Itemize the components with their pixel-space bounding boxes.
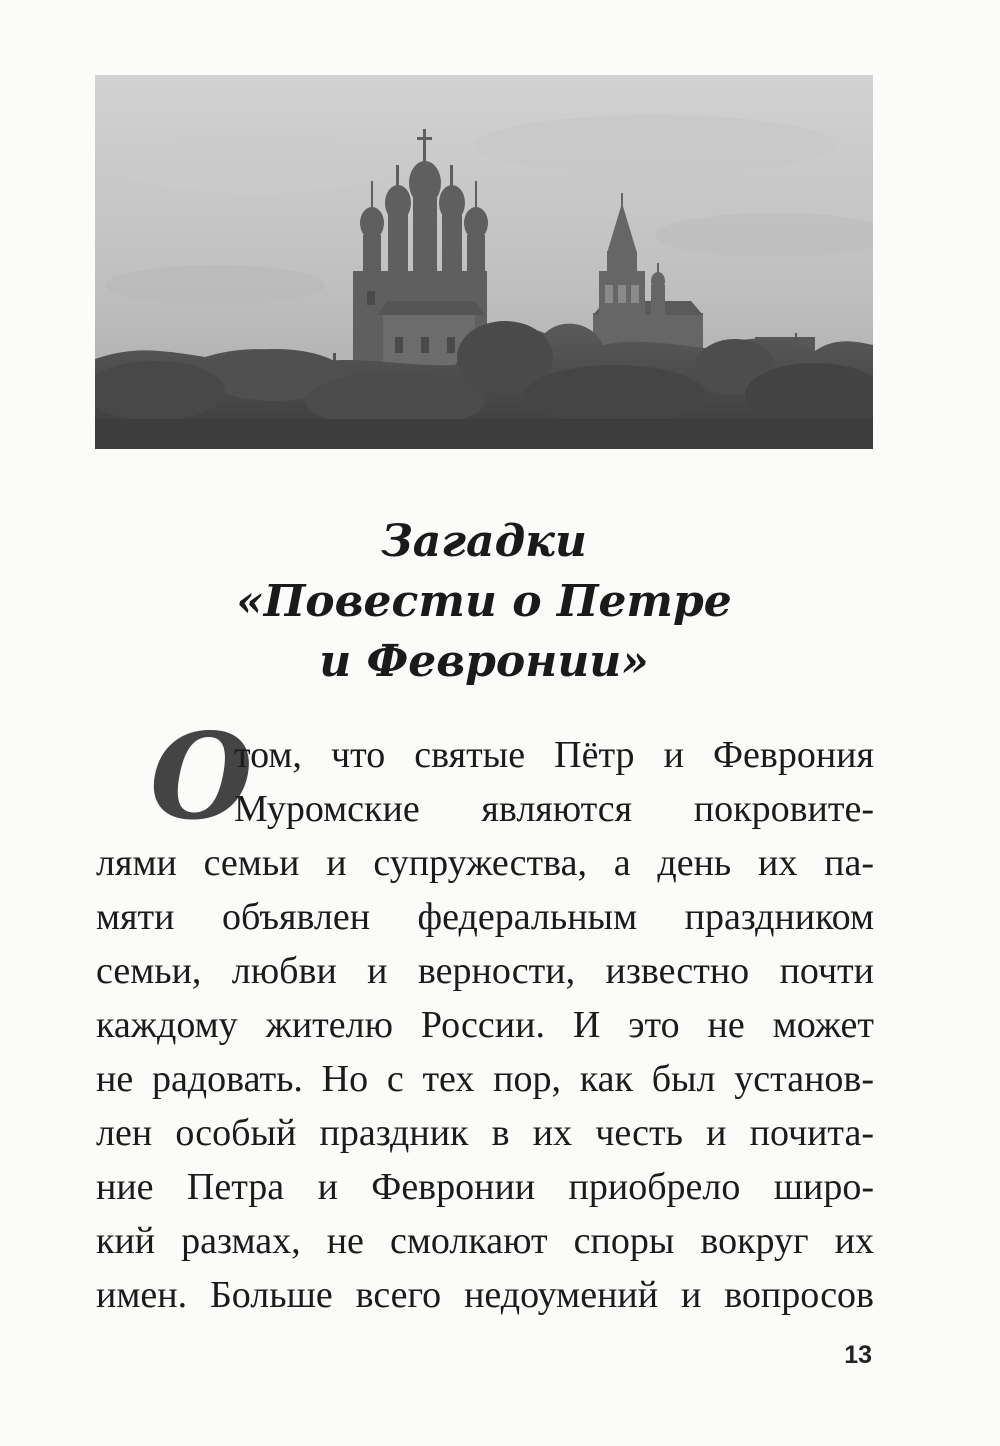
title-line-3: и Февронии» [319,636,649,687]
page-number: 13 [844,1341,872,1369]
text-line: ние Петра и Февронии приобрело широ- [96,1166,874,1208]
text-line: Муромские являются покровите- [234,788,874,830]
title-line-1: Загадки [381,516,587,567]
text-line: мяти объявлен федеральным праздником [96,896,874,938]
text-line: лями семьи и супружества, а день их па- [96,842,874,884]
drop-cap: О [150,707,253,846]
church-photo [95,75,873,449]
text-line: лен особый праздник в их честь и почита- [96,1112,874,1154]
text-line: каждому жителю России. И это не может [96,1004,874,1046]
text-line: том, что святые Пётр и Феврония [234,734,874,776]
text-line: кий размах, не смолкают споры вокруг их [96,1220,874,1262]
title-line-2: «Повести о Петре [236,576,732,627]
text-line: семьи, любви и верности, известно почти [96,950,874,992]
text-line: имен. Больше всего недоумений и вопросов [96,1274,874,1316]
chapter-title [95,512,873,692]
church-landscape-illustration [95,75,873,449]
text-line: не радовать. Но с тех пор, как был установ- [96,1058,874,1100]
